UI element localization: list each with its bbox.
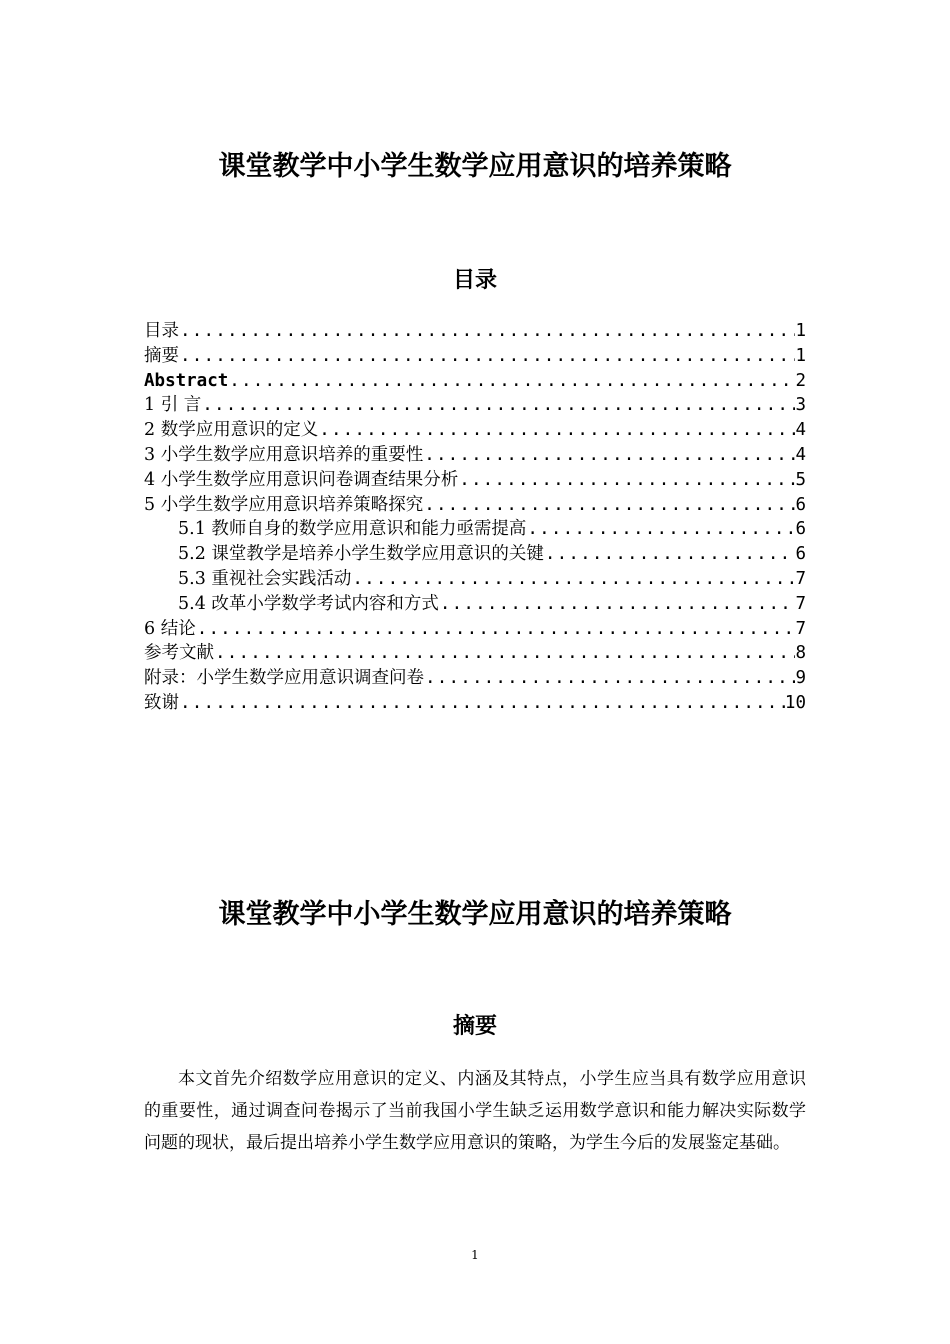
toc-entry-page: 4 [795,420,806,441]
toc-entry-zhaiyao[interactable] [144,344,806,369]
toc-entry-page: 1 [795,345,806,366]
toc-entry-page: 4 [795,444,806,465]
toc-heading: 目录 [452,268,497,293]
toc-entry-page: 7 [795,593,806,614]
toc-entry-page: 7 [795,618,806,639]
document-title: 课堂教学中小学生数学应用意识的培养策略 [218,151,732,182]
toc-entry-page: 1 [795,321,806,341]
toc-leader-dots [458,468,795,493]
toc-entry-page: 5 [795,469,806,490]
toc-entry-label: 致谢 [144,692,179,713]
toc-entry-label: 5.1 教师自身的数学应用意识和能力亟需提高 [178,519,527,540]
toc-entry-label: 附录：小学生数学应用意识调查问卷 [144,668,424,689]
toc-leader-dots [179,691,785,716]
toc-entry-section-5-2[interactable] [144,542,806,567]
toc-entry-label: 5 小学生数学应用意识培养策略探究 [144,494,424,515]
toc-leader-dots [196,617,796,642]
toc-entry-section-4[interactable] [144,468,806,493]
toc-entry-label: 3 小学生数学应用意识培养的重要性 [144,444,424,465]
toc-entry-label: 2 数学应用意识的定义 [144,420,319,441]
toc-entry-acknowledgements[interactable] [144,691,806,716]
toc-leader-dots [439,592,796,617]
toc-leader-dots [351,567,795,592]
toc-leader-dots [228,369,795,394]
toc-entry-label: 5.3 重视社会实践活动 [178,568,352,589]
toc-entry-label: 6 结论 [144,618,196,639]
toc-entry-section-5-4[interactable] [144,592,806,617]
toc-entry-section-1[interactable] [144,393,806,418]
toc-entry-section-5[interactable] [144,493,806,518]
abstract-heading: 摘要 [452,1014,497,1039]
toc-entry-section-5-1[interactable] [144,517,806,542]
toc-entry-page: 2 [795,370,806,391]
toc-entry-label: 参考文献 [144,643,214,664]
page-number: 1 [471,1248,479,1262]
toc-leader-dots [423,443,795,468]
toc-leader-dots [201,393,795,418]
toc-entry-label: 5.2 课堂教学是培养小学生数学应用意识的关键 [178,544,544,565]
toc-entry-appendix[interactable] [144,666,806,691]
toc-entry-page: 8 [795,643,806,664]
toc-entry-references[interactable] [144,641,806,666]
toc-entry-page: 10 [784,692,806,713]
abstract-paragraph: 本文首先介绍数学应用意识的定义、内涵及其特点，小学生应当具有数学应用意识的重要性，通过调查问卷揭示了当前我国小学生缺乏运用数学意识和能力解决实际数学问题的现状，最后提出培养小学生数学应用意识的策略，为学生今后的发展鉴定基础。 [144,1069,806,1153]
toc-leader-dots [423,493,795,518]
toc-entry-label: 目录 [144,321,179,341]
toc-leader-dots [544,542,796,567]
toc-entry-page: 6 [795,519,806,540]
toc-leader-dots [526,517,795,542]
toc-entry-mulu[interactable] [144,319,806,344]
toc-entry-page: 9 [795,668,806,689]
toc-entry-page: 3 [795,395,806,416]
toc-entry-page: 7 [795,568,806,589]
toc-entry-section-3[interactable] [144,443,806,468]
toc-entry-page: 6 [795,544,806,565]
toc-entry-label: 5.4 改革小学数学考试内容和方式 [178,593,439,614]
toc-leader-dots [318,418,795,443]
toc-entry-page: 6 [795,494,806,515]
toc-leader-dots [424,666,795,691]
toc-entry-section-5-3[interactable] [144,567,806,592]
toc-entry-label: 摘要 [144,345,179,366]
document-title-repeat: 课堂教学中小学生数学应用意识的培养策略 [218,899,732,930]
toc-leader-dots [179,319,795,344]
toc-leader-dots [214,641,795,666]
toc-entry-label: Abstract [144,370,229,391]
toc-leader-dots [179,344,795,369]
table-of-contents [144,319,806,716]
toc-entry-label: 1 引 言 [144,395,202,416]
toc-entry-section-6[interactable] [144,617,806,642]
toc-entry-section-2[interactable] [144,418,806,443]
toc-entry-abstract[interactable] [144,369,806,394]
toc-entry-label: 4 小学生数学应用意识问卷调查结果分析 [144,469,459,490]
